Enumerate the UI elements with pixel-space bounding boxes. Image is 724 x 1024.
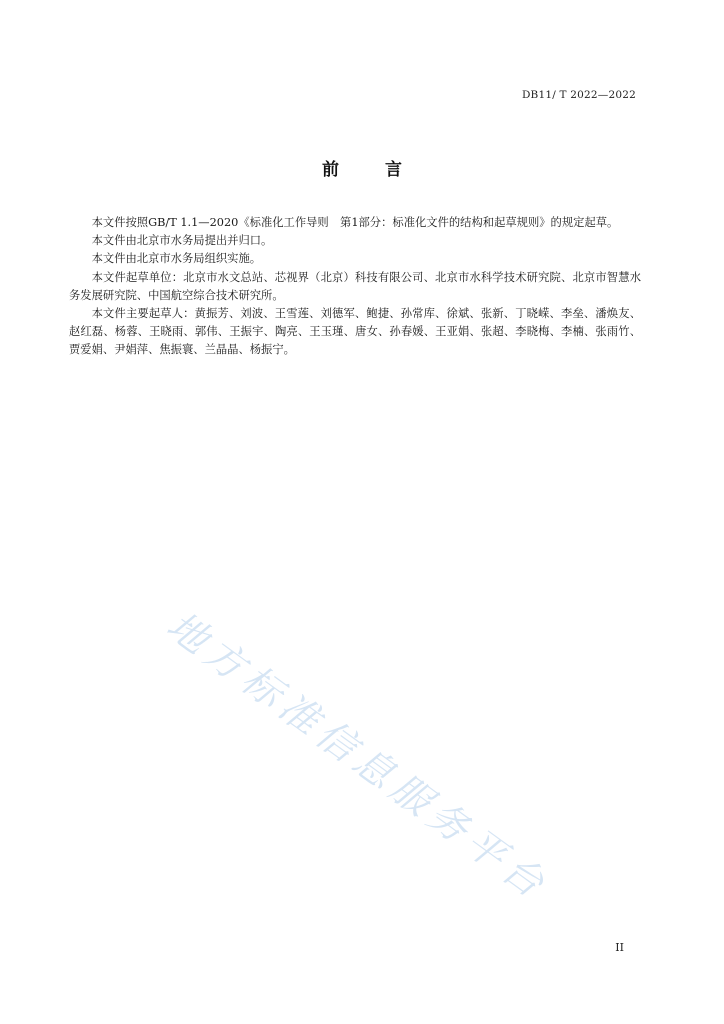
paragraph-drafters: 本文件主要起草人：黄振芳、刘波、王雪莲、刘德军、鲍捷、孙常库、徐斌、张新、丁晓嵘、李垒、潘焕友、赵红磊、杨蓉、王晓雨、郭伟、王振宇、陶亮、王玉瑾、唐女、孙春媛、王亚娟、张超、李晓梅、李楠、张雨竹、贾爱娟、尹娟萍、焦振寰、兰晶晶、杨振宁。: [69, 307, 641, 357]
paragraph-proposer: 本文件由北京市水务局提出并归口。: [91, 234, 273, 248]
watermark: 地方标准信息服务平台: [158, 603, 557, 911]
page-number: II: [615, 941, 624, 954]
page-title: 前 言: [322, 160, 422, 180]
paragraph-drafting-units: 本文件起草单位：北京市水文总站、芯视界（北京）科技有限公司、北京市水科学技术研究院、北京市智慧水务发展研究院、中国航空综合技术研究所。: [69, 270, 641, 302]
foreword-body: [69, 214, 641, 360]
paragraph-implementer: 本文件由北京市水务局组织实施。: [91, 252, 262, 266]
document-code: DB11/ T 2022—2022: [521, 89, 636, 101]
paragraph-drafting-rules: 本文件按照GB/T 1.1—2020《标准化工作导则 第1部分：标准化文件的结构和起草规则》的规定起草。: [91, 216, 619, 229]
